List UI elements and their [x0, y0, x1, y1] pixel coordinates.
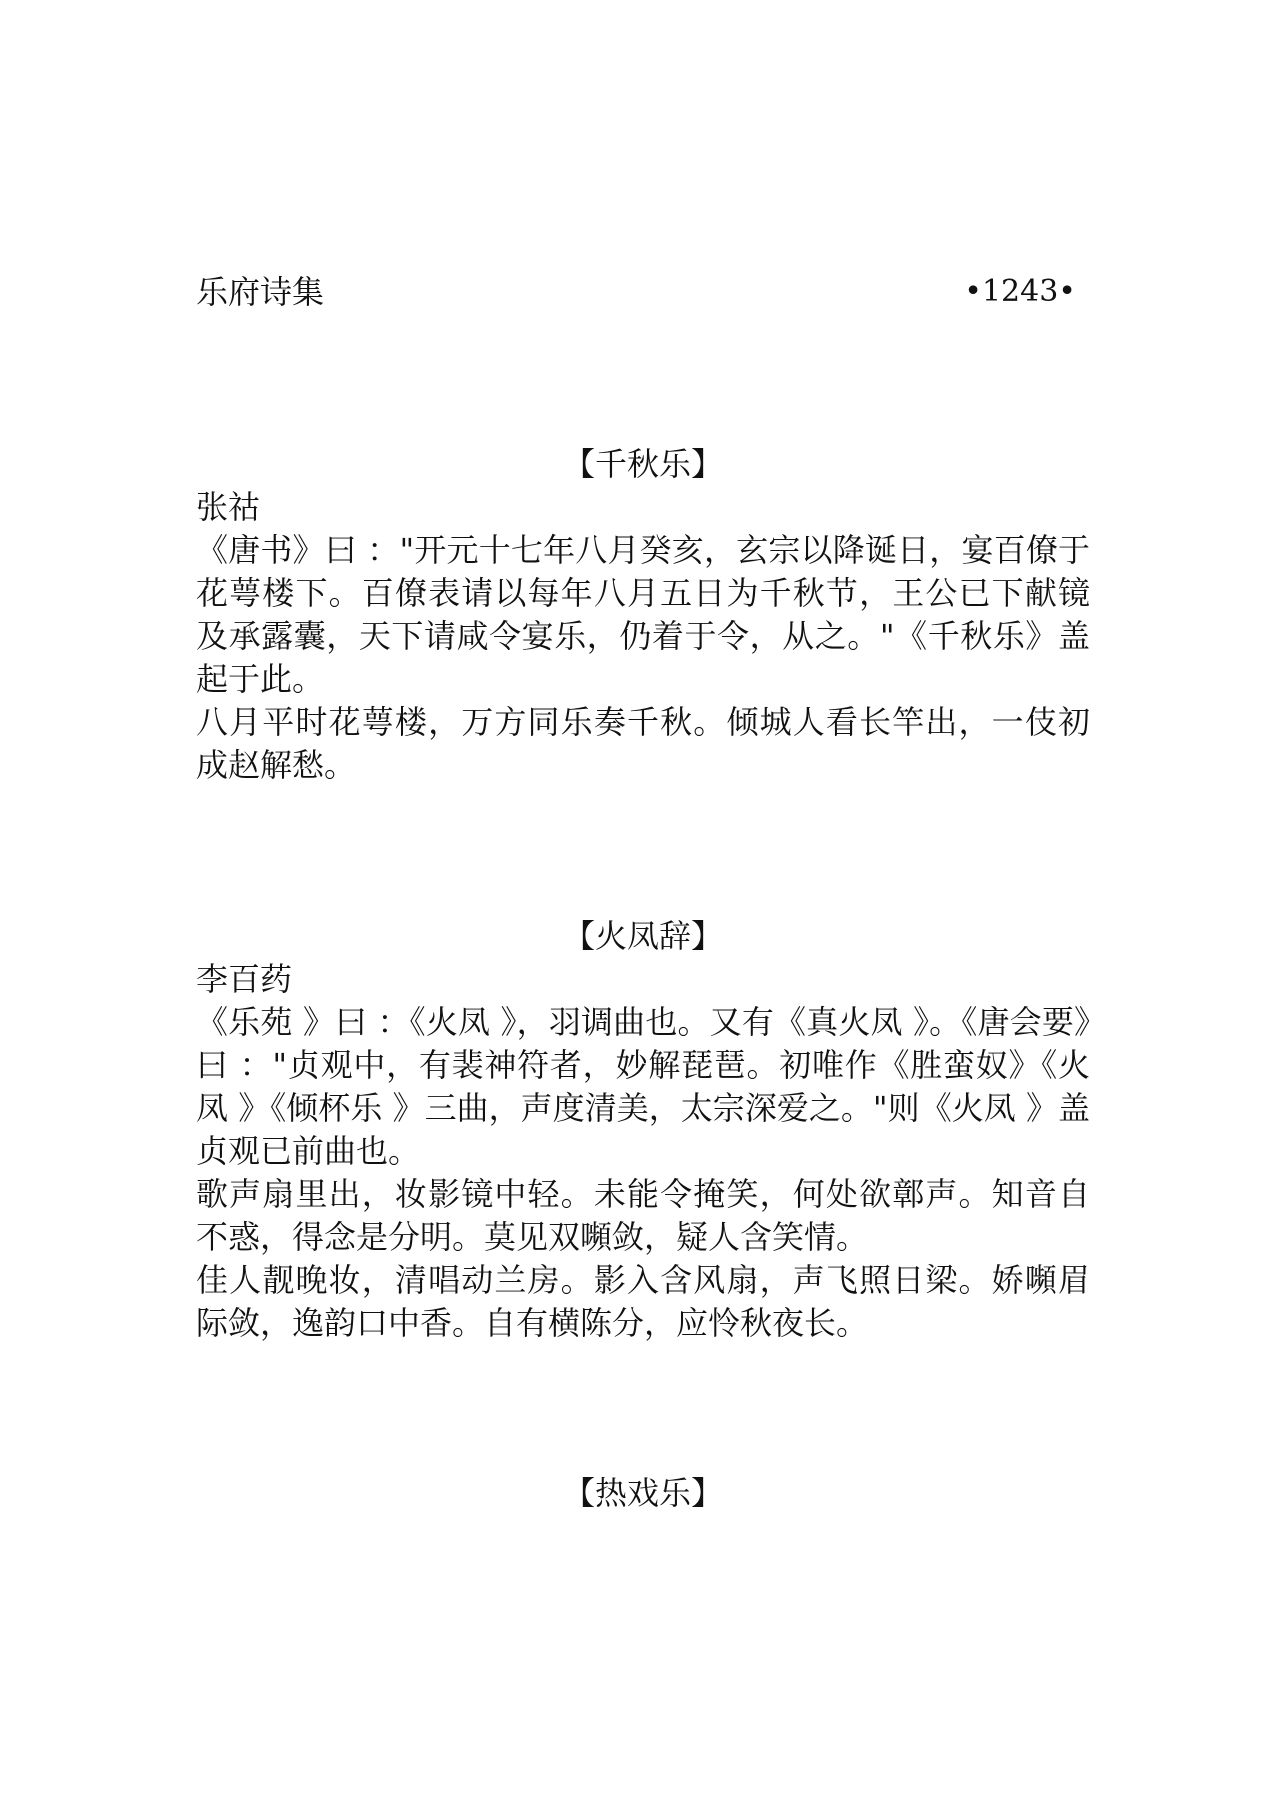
poem-paragraph: 八月平时花萼楼，万方同乐奏千秋。倾城人看长竿出，一伎初成赵解愁。 [196, 703, 1090, 784]
preface-paragraph: 《乐苑 》曰 ：《火凤 》，羽调曲也。又有《真火凤 》。《唐会要》曰 ："贞观中，有裴神符者，妙解琵琶。初唯作《胜蛮奴》《火凤 》《倾杯乐 》三曲，声度清美，太宗深爱之。"则《火凤 》盖贞观已前曲也。 [196, 1003, 1090, 1170]
poem-author: 张祜 [196, 488, 261, 526]
poem-paragraph: 佳人靓晚妆，清唱动兰房。影入含风扇，声飞照日梁。娇嚬眉际敛，逸韵口中香。自有横陈分，应怜秋夜长。 [196, 1261, 1090, 1342]
section-huofengci [196, 915, 1090, 1345]
poem-paragraph: 歌声扇里出，妆影镜中轻。未能令掩笑，何处欲鄣声。知音自不惑，得念是分明。莫见双嚬敛，疑人含笑情。 [196, 1175, 1090, 1256]
section-qianqiule [196, 443, 1090, 787]
page-number: •1243• [964, 274, 1076, 309]
running-header [196, 268, 1076, 316]
preface-paragraph: 《唐书》曰 ："开元十七年八月癸亥，玄宗以降诞日，宴百僚于花萼楼下。百僚表请以每年八月五日为千秋节，王公已下献镜及承露囊，天下请咸令宴乐，仍着于令，从之。"《千秋乐》盖起于此。 [196, 531, 1090, 698]
section-rexile [196, 1472, 1090, 1515]
section-title: 【火凤辞】 [562, 917, 723, 955]
section-title: 【热戏乐】 [562, 1474, 723, 1512]
book-title: 乐府诗集 [196, 273, 325, 311]
poem-author: 李百药 [196, 960, 293, 998]
section-title: 【千秋乐】 [562, 445, 723, 483]
